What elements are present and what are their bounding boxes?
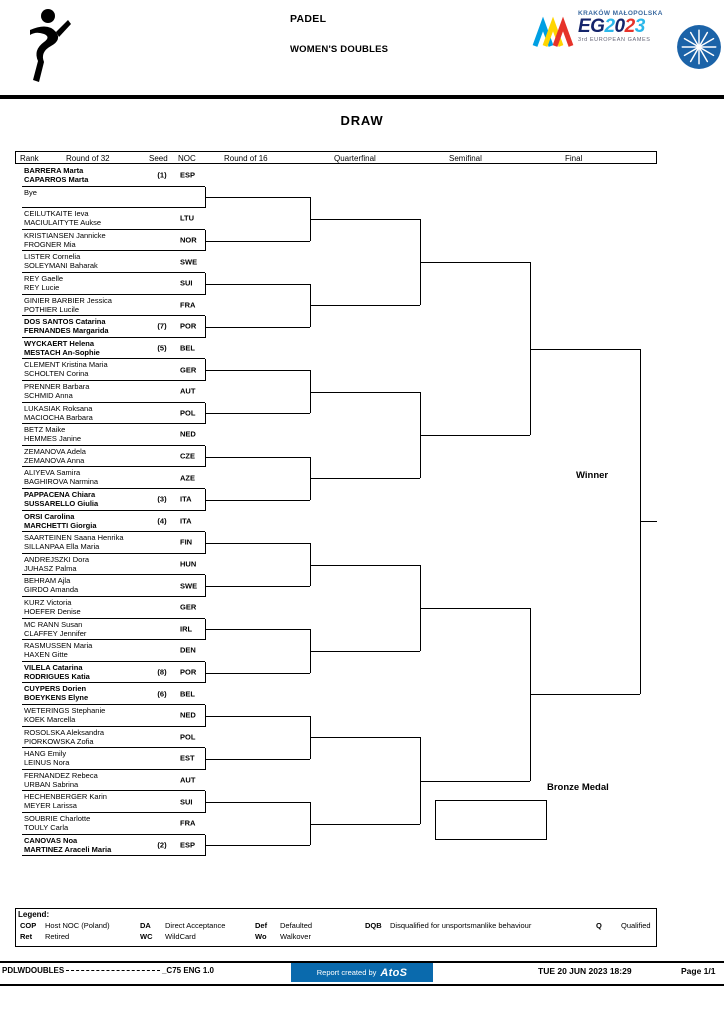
footer-rule-bottom [0, 984, 724, 986]
noc-code: AUT [180, 386, 196, 396]
bracket-line [530, 694, 640, 695]
noc-code: FIN [180, 537, 193, 547]
column-label-rank: Rank [20, 154, 39, 163]
legend-item [365, 921, 531, 930]
team-player2: TOULY Carla [24, 823, 69, 832]
noc-code: AZE [180, 473, 195, 483]
team-player2: RODRIGUES Katia [24, 671, 90, 681]
seed-label: (7) [157, 321, 167, 331]
team-player2: HAXEN Gitte [24, 650, 68, 660]
bracket-line [310, 219, 420, 220]
bracket-line [310, 478, 420, 479]
bracket-slot [22, 359, 205, 381]
team-player2: SCHMID Anna [24, 391, 73, 400]
team-player1: DOS SANTOS Catarina [24, 317, 106, 327]
seed-label: (5) [157, 343, 167, 353]
legend-item [255, 921, 312, 930]
legend-text: Qualified [621, 921, 651, 930]
bracket-line [310, 565, 420, 566]
column-label-final: Final [565, 154, 583, 163]
legend-item [255, 932, 311, 941]
legend-text: Direct Acceptance [165, 921, 226, 930]
bracket-slot [22, 705, 205, 727]
team-player1: RASMUSSEN Maria [24, 641, 93, 651]
team-player1: MC RANN Susan [24, 619, 83, 629]
column-label-semifinal: Semifinal [449, 154, 482, 163]
bracket-slot [22, 770, 205, 792]
team-player1: GINIER BARBIER Jessica [24, 295, 112, 305]
seed-label: (8) [157, 667, 167, 677]
team-player2: FROGNER Mia [24, 239, 76, 249]
team-player2: JUHASZ Palma [24, 563, 77, 573]
noc-code: LTU [180, 213, 195, 223]
bracket-line [420, 435, 530, 436]
column-label-round-of-32: Round of 32 [66, 154, 110, 163]
noc-code: DEN [180, 645, 196, 655]
bracket-slot [22, 597, 205, 619]
noc-code: NED [180, 429, 196, 439]
legend-text: Host NOC (Poland) [45, 921, 110, 930]
bracket-slot [22, 295, 205, 317]
bracket-line [205, 543, 310, 544]
bracket-slot [22, 230, 205, 252]
team-player1: LISTER Cornelia [24, 252, 81, 262]
noc-code: SUI [180, 797, 193, 807]
bracket-line [205, 500, 310, 501]
team-player1: ALIYEVA Samira [24, 468, 81, 478]
team-player2: MARCHETTI Giorgia [24, 520, 97, 530]
team-player2: HEMMES Janine [24, 434, 82, 444]
team-player2: ZEMANOVA Anna [24, 455, 85, 465]
team-player2: MESTACH An-Sophie [24, 347, 100, 357]
team-player1: VILELA Catarina [24, 662, 83, 672]
team-player1: HANG Emily [24, 749, 67, 759]
bracket-slot [22, 619, 205, 641]
bracket-line [205, 629, 310, 630]
noc-code: ITA [180, 494, 192, 504]
seed-label: (1) [157, 170, 167, 180]
team-player1: KURZ Victoria [24, 598, 72, 607]
team-player2: MARTINEZ Araceli Maria [24, 844, 112, 854]
team-player1: BARRERA Marta [24, 166, 84, 175]
bracket-slot [22, 208, 205, 230]
bracket-line [530, 349, 640, 350]
bracket-line [205, 716, 310, 717]
team-player2: POTHIER Lucile [24, 304, 80, 314]
legend-text: Disqualified for unsportsmanlike behaviour [390, 921, 532, 930]
bracket-line [205, 457, 310, 458]
legend-abbr: DA [140, 921, 151, 930]
team-player1: ORSI Carolina [24, 511, 75, 521]
team-player1: KRISTIANSEN Jannicke [24, 230, 106, 240]
team-player2: SOLEYMANI Baharak [24, 261, 98, 271]
legend-text: Walkover [280, 932, 311, 941]
noc-code: ESP [180, 170, 196, 180]
bracket-line [205, 413, 310, 414]
bronze-medal-match-box [435, 800, 547, 840]
team-player1: ROSOLSKA Aleksandra [24, 727, 105, 737]
noc-code: EST [180, 753, 195, 763]
team-player2: BAGHIROVA Narmina [24, 477, 99, 487]
team-player2: CLAFFEY Jennifer [24, 628, 87, 638]
noc-code: POL [180, 408, 196, 418]
legend-item [20, 921, 110, 930]
team-player1: SOUBRIE Charlotte [24, 814, 91, 823]
european-games-subtitle: 3rd EUROPEAN GAMES [578, 37, 651, 43]
legend-item [140, 932, 196, 941]
team-player2: REY Lucie [24, 283, 60, 292]
legend-item [20, 932, 69, 941]
team-player1: BETZ Maike [24, 425, 66, 435]
team-player1: PRENNER Barbara [24, 382, 90, 391]
seed-label: (4) [157, 516, 167, 526]
team-player2: HOEFER Denise [24, 607, 81, 616]
winner-label: Winner [576, 470, 609, 481]
noc-code: BEL [180, 689, 195, 699]
team-player1: LUKASIAK Roksana [24, 403, 93, 413]
team-player1: ANDREJSZKI Dora [24, 554, 90, 564]
team-player2: MACIULAITYTE Aukse [24, 218, 102, 228]
legend-abbr: Q [596, 921, 602, 930]
team-player2: LEINUS Nora [24, 758, 70, 768]
team-player2: SCHOLTEN Corina [24, 369, 89, 379]
noc-code: GER [180, 365, 197, 375]
bracket-line [205, 284, 310, 285]
bracket-line [205, 759, 310, 760]
noc-code: POL [180, 732, 196, 742]
bracket-slot [22, 403, 205, 425]
team-player1: WYCKAERT Helena [24, 338, 95, 348]
bracket-line [205, 845, 310, 846]
bracket-slot [22, 424, 205, 446]
bracket-line [310, 651, 420, 652]
bracket-line [205, 327, 310, 328]
team-player2: MEYER Larissa [24, 801, 77, 811]
team-player1: CANOVAS Noa [24, 835, 78, 845]
noc-code: GER [180, 602, 197, 612]
krakow-malopolska-label: KRAKÓW MAŁOPOLSKA [578, 10, 663, 17]
legend-item [596, 921, 651, 930]
team-player2: PIORKOWSKA Zofia [24, 736, 94, 746]
noc-code: NOR [180, 235, 197, 245]
team-player1: CLEMENT Kristina Maria [24, 360, 108, 370]
team-player2: SUSSARELLO Giulia [24, 499, 99, 508]
bracket-slot [22, 251, 205, 273]
draw-title: DRAW [340, 113, 384, 128]
team-player1: WETERINGS Stephanie [24, 706, 106, 715]
team-player1: Bye [24, 187, 37, 197]
bracket-slot [22, 446, 205, 468]
bracket-line [205, 370, 310, 371]
team-player2: KOEK Marcella [24, 715, 76, 724]
legend-abbr: DQB [365, 921, 382, 930]
noc-code: ESP [180, 840, 196, 850]
bracket-line [420, 781, 530, 782]
team-player2: CAPARROS Marta [24, 175, 89, 184]
team-player2: FERNANDES Margarida [24, 326, 109, 336]
legend-text: Retired [45, 932, 70, 941]
bracket-slot [22, 640, 205, 662]
team-player1: SAARTEINEN Saana Henrika [24, 533, 124, 543]
noc-code: FRA [180, 300, 196, 310]
bracket-line [310, 305, 420, 306]
seed-label: (6) [157, 689, 167, 699]
bracket-line [205, 673, 310, 674]
bracket-slot [22, 791, 205, 813]
legend-abbr: WC [140, 932, 153, 941]
bracket-line [310, 737, 420, 738]
team-player1: CEILUTKAITE Ieva [24, 209, 89, 219]
legend-title: Legend: [18, 910, 50, 919]
bracket-slot [22, 381, 205, 403]
team-player1: CUYPERS Dorien [24, 684, 87, 694]
legend-text: Defaulted [280, 921, 313, 930]
noc-code: BEL [180, 343, 195, 353]
team-player1: REY Gaelle [24, 274, 64, 283]
bracket-slot [22, 511, 205, 533]
event-title: WOMEN'S DOUBLES [290, 44, 389, 55]
report-created-label: Report created by [316, 968, 377, 977]
atos-brand: AtoS [380, 966, 408, 979]
bracket-slot [22, 316, 205, 338]
bracket-slot [22, 554, 205, 576]
team-player1: BEHRAM Ajla [24, 576, 71, 586]
footer-page-number: Page 1/1 [681, 966, 716, 976]
bracket-line [640, 521, 657, 522]
bracket-slot [22, 338, 205, 360]
bracket-line [205, 197, 310, 198]
team-player2: SILLANPAA Ella Maria [24, 542, 100, 552]
noc-code: ITA [180, 516, 192, 526]
noc-code: SUI [180, 278, 193, 288]
legend-abbr: COP [20, 921, 37, 930]
bracket-slot [22, 575, 205, 597]
bracket-slot [22, 683, 205, 705]
noc-code: HUN [180, 559, 197, 569]
column-label-round-of-16: Round of 16 [224, 154, 268, 163]
sport-title: PADEL [290, 13, 327, 25]
bracket-slot [22, 273, 205, 295]
column-label-seed: Seed [149, 154, 168, 163]
footer-datetime: TUE 20 JUN 2023 18:29 [538, 966, 632, 976]
footer-version: _C75 ENG 1.0 [161, 966, 214, 975]
column-label-noc: NOC [178, 154, 196, 163]
bracket-slot [22, 813, 205, 835]
noc-code: CZE [180, 451, 195, 461]
bracket-slot [22, 835, 205, 857]
bronze-medal-label: Bronze Medal [547, 782, 609, 793]
team-player2: BOEYKENS Elyne [24, 693, 89, 703]
bracket-slot [22, 165, 205, 187]
report-created-bar [291, 963, 433, 982]
noc-code: IRL [180, 624, 193, 634]
legend-text: WildCard [165, 932, 196, 941]
team-player1: ZEMANOVA Adela [24, 446, 86, 456]
bracket-line [205, 802, 310, 803]
legend-item [140, 921, 225, 930]
team-player2: GIRDO Amanda [24, 585, 79, 595]
legend-abbr: Ret [20, 932, 33, 941]
bracket-slot [22, 662, 205, 684]
noc-code: SWE [180, 581, 198, 591]
noc-code: NED [180, 710, 196, 720]
noc-code: POR [180, 667, 197, 677]
bracket-slot [22, 187, 205, 209]
noc-code: SWE [180, 257, 198, 267]
noc-code: FRA [180, 818, 196, 828]
noc-code: AUT [180, 775, 196, 785]
column-label-quarterfinal: Quarterfinal [334, 154, 376, 163]
legend-abbr: Def [255, 921, 268, 930]
bracket-line [310, 824, 420, 825]
bracket-slot [22, 748, 205, 770]
seed-label: (2) [157, 840, 167, 850]
footer-doc-code: PDLWDOUBLES [2, 966, 65, 975]
team-player2: MACIOCHA Barbara [24, 412, 93, 422]
bracket-slot [22, 727, 205, 749]
bracket-line [420, 262, 530, 263]
noc-code: POR [180, 321, 197, 331]
footer-dash-line [66, 970, 160, 971]
legend-box [15, 908, 657, 947]
legend-abbr: Wo [255, 932, 267, 941]
team-player1: PAPPACENA Chiara [24, 490, 96, 499]
bracket-line [205, 586, 310, 587]
bracket-slot [22, 532, 205, 554]
seed-label: (3) [157, 494, 167, 504]
footer-doc-info [2, 966, 214, 975]
eg2023-wordmark: EG2023 [578, 16, 645, 37]
bracket-slot [22, 489, 205, 511]
team-player1: FERNANDEZ Rebeca [24, 770, 98, 780]
bracket-line [420, 608, 530, 609]
bracket-slot [22, 467, 205, 489]
bracket-line [310, 392, 420, 393]
team-player1: HECHENBERGER Karin [24, 792, 107, 802]
team-player2: URBAN Sabrina [24, 779, 79, 789]
bracket-line [205, 241, 310, 242]
